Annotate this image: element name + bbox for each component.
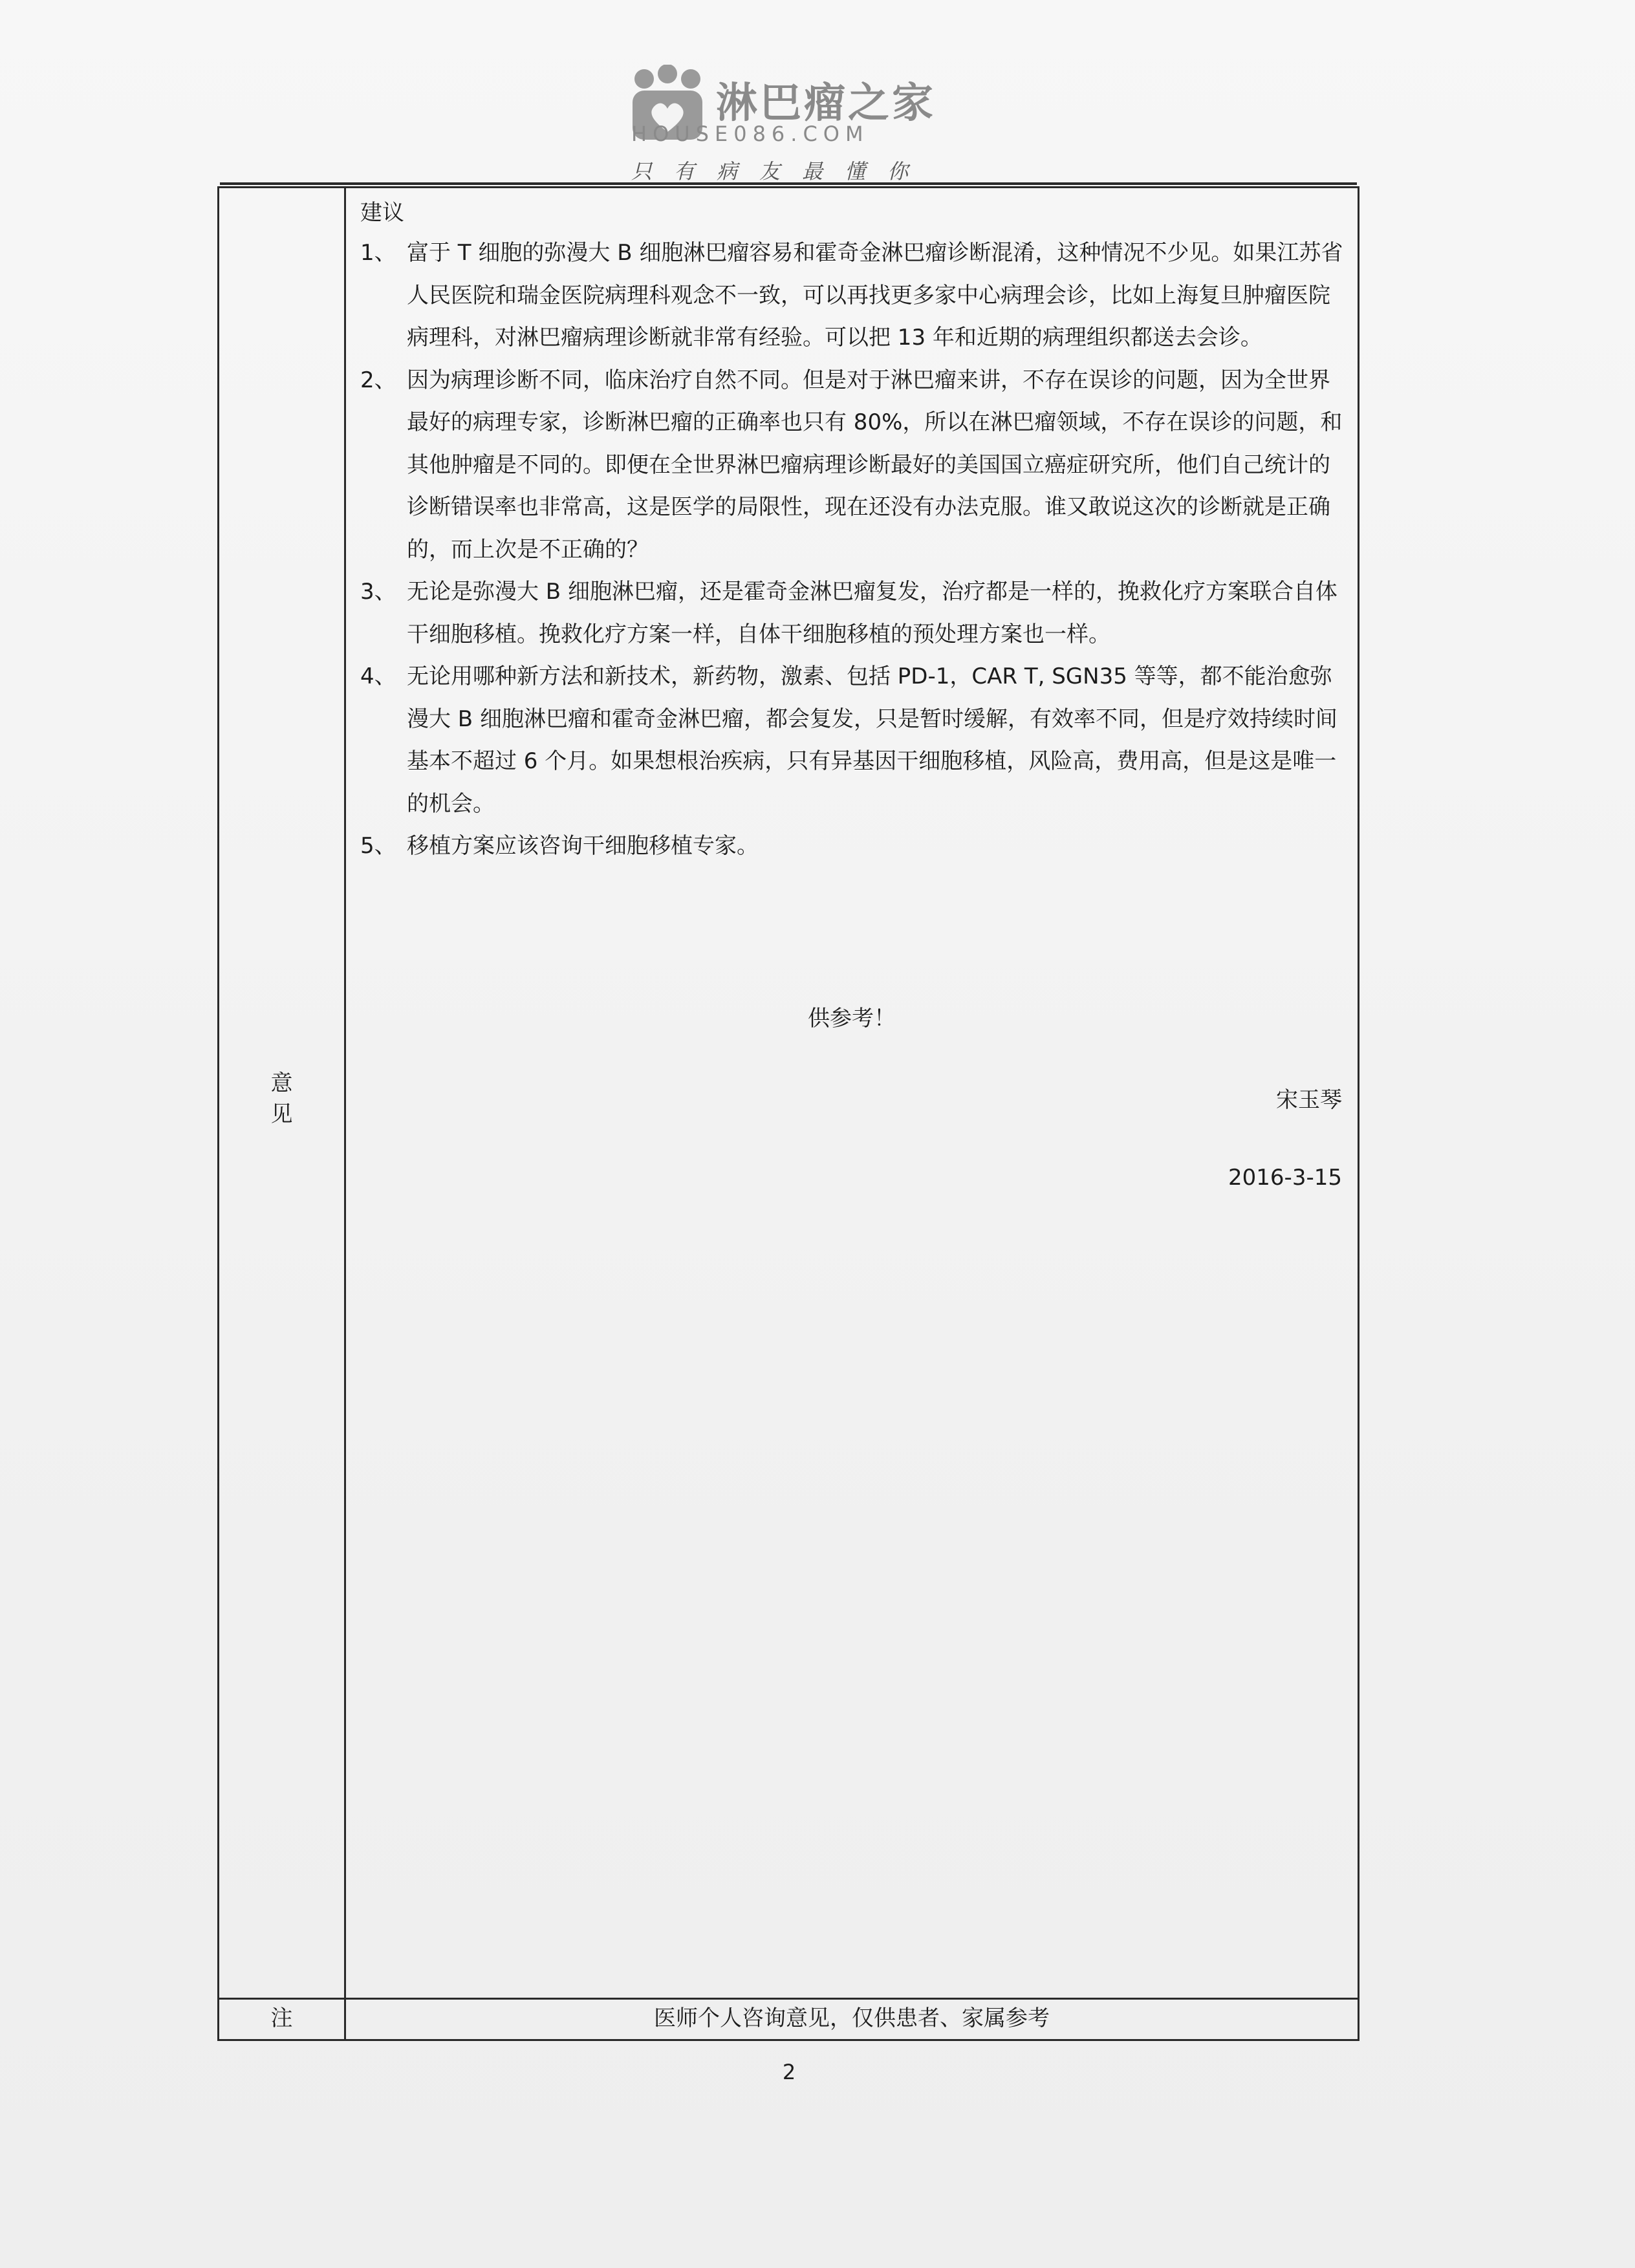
row-label-opinion-text: 意见 bbox=[270, 1070, 293, 1127]
house086-logo bbox=[629, 65, 965, 188]
column-divider bbox=[344, 188, 346, 2039]
item-number: 3、 bbox=[360, 579, 396, 605]
list-item bbox=[360, 656, 1343, 825]
disclaimer-note: 医师个人咨询意见，仅供患者、家属参考 bbox=[654, 2005, 1050, 2031]
suggestions-heading: 建议 bbox=[360, 200, 404, 226]
list-item bbox=[360, 232, 1343, 360]
item-text: 富于 T 细胞的弥漫大 B 细胞淋巴瘤容易和霍奇金淋巴瘤诊断混淆，这种情况不少见。如果江苏省人民医院和瑞金医院病理科观念不一致，可以再找更多家中心病理会诊，比如上海复旦肿瘤医院病理科，对淋巴瘤病理诊断就非常有经验。可以把 13 年和近期的病理组织都送去会诊。 bbox=[407, 240, 1343, 351]
signature-date: 2016-3-15 bbox=[1228, 1165, 1342, 1191]
item-number: 1、 bbox=[360, 240, 396, 266]
item-text: 移植方案应该咨询干细胞移植专家。 bbox=[407, 833, 759, 859]
opinion-table bbox=[217, 186, 1359, 2041]
header-rule bbox=[220, 182, 1357, 185]
row-label-note: 注 bbox=[270, 2005, 293, 2031]
logo-title: 淋巴瘤之家 bbox=[716, 80, 936, 127]
item-number: 5、 bbox=[360, 833, 396, 859]
item-text: 无论是弥漫大 B 细胞淋巴瘤，还是霍奇金淋巴瘤复发，治疗都是一样的，挽救化疗方案联合自体干细胞移植。挽救化疗方案一样，自体干细胞移植的预处理方案也一样。 bbox=[407, 579, 1337, 647]
item-text: 因为病理诊断不同，临床治疗自然不同。但是对于淋巴瘤来讲，不存在误诊的问题，因为全世界最好的病理专家，诊断淋巴瘤的正确率也只有 80%，所以在淋巴瘤领域，不存在误诊的问题，和其他肿瘤是不同的。即便在全世界淋巴瘤病理诊断最好的美国国立癌症研究所，他们自己统计的诊断错误率也非常高，这是医学的局限性，现在还没有办法克服。谁又敢说这次的诊断就是正确的，而上次是不正确的？ bbox=[407, 367, 1343, 563]
logo-slogan: 只有病友最懂你 bbox=[631, 159, 931, 184]
item-number: 2、 bbox=[360, 367, 396, 393]
row-label-opinion bbox=[219, 1068, 344, 1130]
list-item bbox=[360, 360, 1343, 572]
list-item bbox=[360, 571, 1343, 656]
opinion-content bbox=[360, 193, 1343, 868]
closing-remark: 供参考！ bbox=[808, 1006, 896, 1031]
page-number: 2 bbox=[782, 2060, 796, 2084]
list-item bbox=[360, 825, 1343, 868]
logo-domain: HOUSE086.COM bbox=[631, 122, 869, 146]
item-text: 无论用哪种新方法和新技术，新药物，激素、包括 PD-1，CAR T, SGN35 等等，都不能治愈弥漫大 B 细胞淋巴瘤和霍奇金淋巴瘤，都会复发，只是暂时缓解，有效率不同，但是疗效持续时间基本不超过 6 个月。如果想根治疾病，只有异基因干细胞移植，风险高，费用高，但是这是唯一的机会。 bbox=[407, 664, 1337, 817]
item-number: 4、 bbox=[360, 664, 396, 689]
signer-name: 宋玉琴 bbox=[1276, 1087, 1342, 1113]
